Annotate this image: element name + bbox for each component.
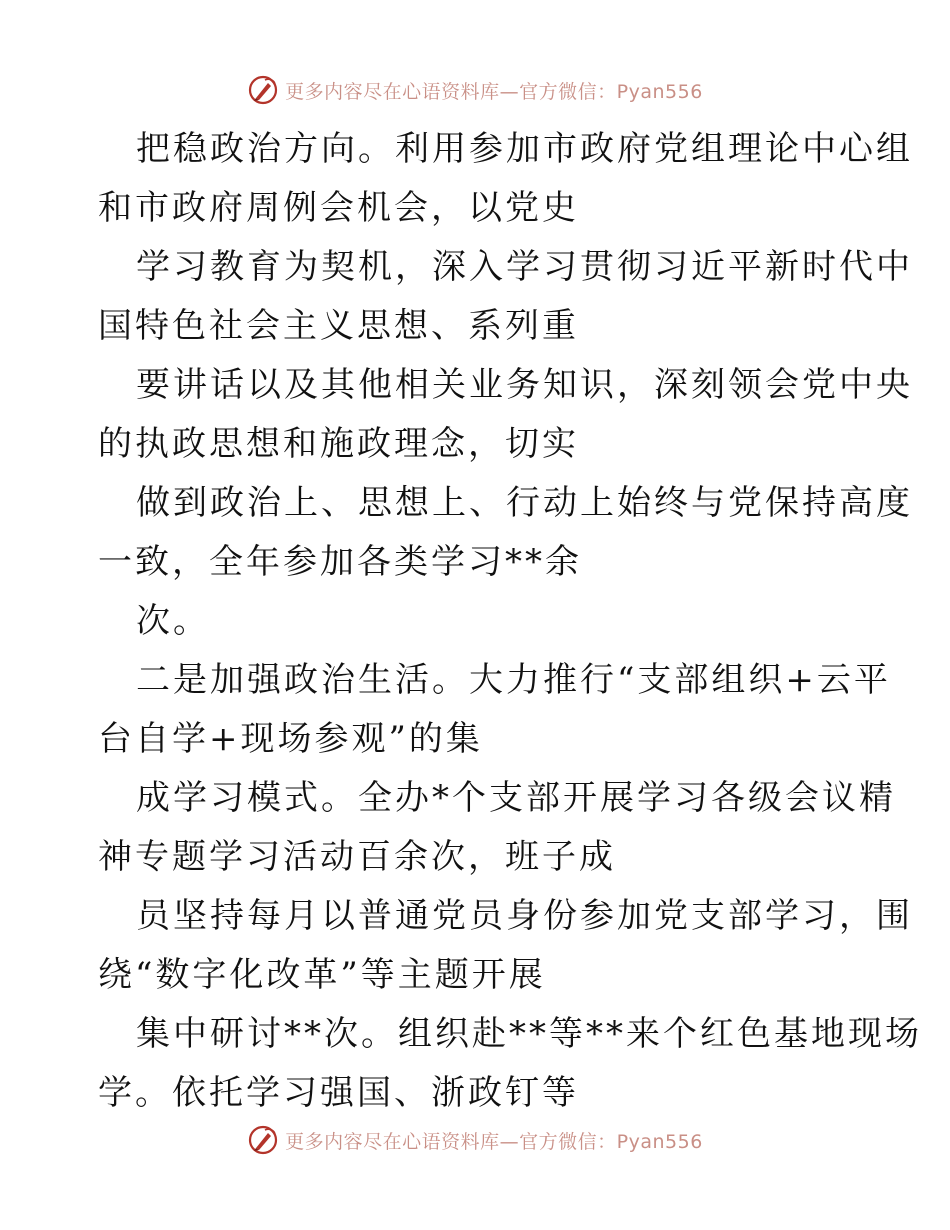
watermark-text: 更多内容尽在心语资料库—官方微信：Pyan556 [285, 80, 703, 103]
text-line: 要讲话以及其他相关业务知识，深刻领会党中央 [136, 365, 913, 405]
text-line: 员坚持每月以普通党员身份参加党支部学习，围 [136, 896, 913, 936]
text-line: 绕“数字化改革”等主题开展 [98, 955, 546, 995]
header-watermark [0, 70, 950, 110]
text-line: 国特色社会主义思想、系列重 [98, 306, 579, 346]
quill-pen-logo-icon [247, 74, 279, 106]
watermark-text: 更多内容尽在心语资料库—官方微信：Pyan556 [285, 1130, 703, 1153]
text-line: 二是加强政治生活。大力推行“支部组织+云平 [136, 660, 891, 700]
text-line: 学习教育为契机，深入学习贯彻习近平新时代中 [136, 247, 913, 287]
text-line: 集中研讨**次。组织赴**等**来个红色基地现场 [136, 1014, 922, 1054]
text-line: 次。 [136, 601, 210, 641]
text-line: 把稳政治方向。利用参加市政府党组理论中心组 [136, 129, 913, 169]
document-body [98, 120, 922, 1123]
footer-watermark [0, 1120, 950, 1160]
text-line: 神专题学习活动百余次，班子成 [98, 837, 616, 877]
text-line: 和市政府周例会机会，以党史 [98, 188, 579, 228]
text-line: 成学习模式。全办*个支部开展学习各级会议精 [136, 778, 896, 818]
text-line: 做到政治上、思想上、行动上始终与党保持高度 [136, 483, 913, 523]
text-line: 的执政思想和施政理念，切实 [98, 424, 579, 464]
quill-pen-logo-icon [247, 1124, 279, 1156]
text-line: 一致，全年参加各类学习**余 [98, 542, 582, 582]
text-line: 学。依托学习强国、浙政钉等 [98, 1073, 579, 1113]
text-line: 台自学+现场参观”的集 [98, 719, 483, 759]
